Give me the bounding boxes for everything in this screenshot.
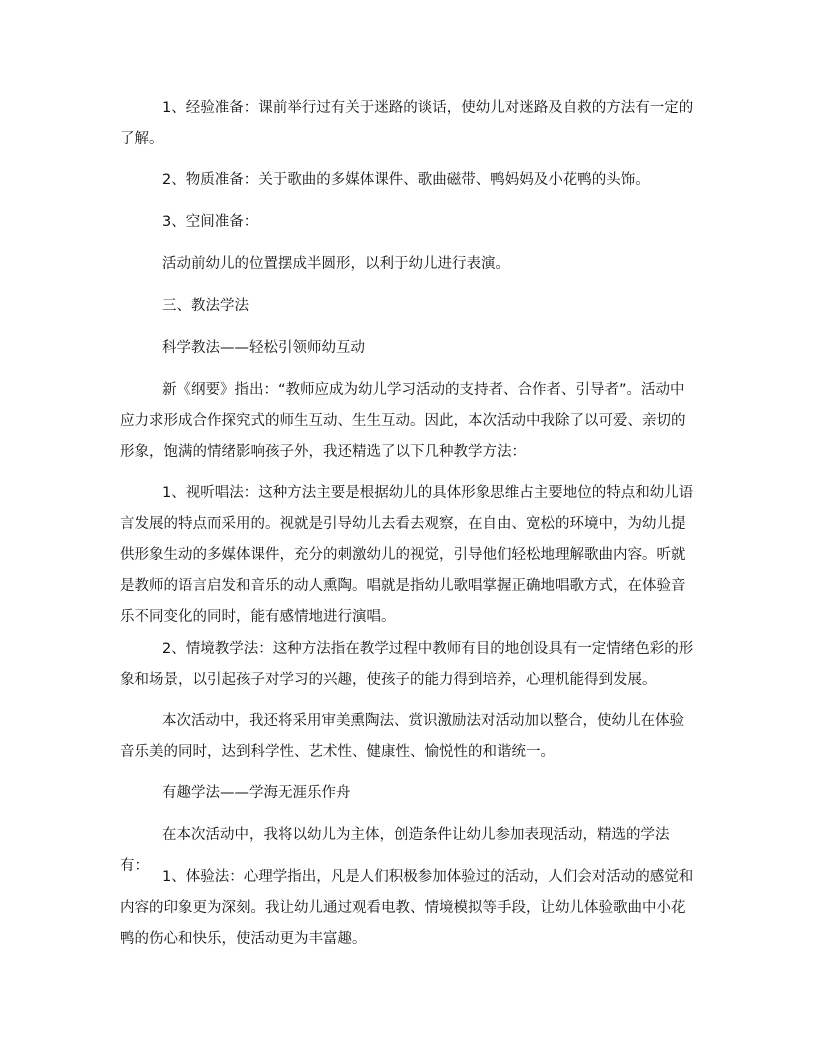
paragraph-experience-prep: 1、经验准备：课前举行过有关于迷路的谈话，使幼儿对迷路及自救的方法有一定的了解。	[120, 100, 694, 147]
paragraph-experience-method: 1、体验法：心理学指出，凡是人们积极参加体验过的活动，人们会对活动的感觉和内容的印象更为深刻。我让幼儿通过观看电教、情境模拟等手段，让幼儿体验歌曲中小花鸭的伤心和快乐，使活动更为丰富趣。	[120, 869, 694, 947]
paragraph-guidelines: 新《纲要》指出：“教师应成为幼儿学习活动的支持者、合作者、引导者”。活动中应力求形成合作探究式的师生互动、生生互动。因此，本次活动中我除了以可爱、亲切的形象，饱满的情绪影响孩子外，我还精选了以下几种教学方法：	[120, 382, 686, 460]
paragraph-seating: 活动前幼儿的位置摆成半圆形，以利于幼儿进行表演。	[162, 256, 510, 272]
paragraph-audiovisual-method: 1、视听唱法：这种方法主要是根据幼儿的具体形象思维占主要地位的特点和幼儿语言发展的特点而采用的。视就是引导幼儿去看去观察，在自由、宽松的环境中，为幼儿提供形象生动的多媒体课件，充分的刺激幼儿的视觉，引导他们轻松地理解歌曲内容。听就是教师的语言启发和音乐的动人熏陶。唱就是指幼儿歌唱掌握正确地唱歌方式，在体验音乐不同变化的同时，能有感情地进行演唱。	[120, 485, 694, 625]
subheading-learning-methods: 有趣学法——学海无涯乐作舟	[162, 785, 351, 801]
section-heading-methods: 三、教法学法	[162, 298, 249, 314]
paragraph-space-prep: 3、空间准备：	[162, 214, 259, 230]
paragraph-material-prep: 2、物质准备：关于歌曲的多媒体课件、歌曲磁带、鸭妈妈及小花鸭的头饰。	[162, 172, 650, 188]
paragraph-situational-method: 2、情境教学法：这种方法指在教学过程中教师有目的地创设具有一定情绪色彩的形象和场景，以引起孩子对学习的兴趣，使孩子的能力得到培养，心理机能得到发展。	[120, 641, 694, 688]
paragraph-integration: 本次活动中，我还将采用审美熏陶法、赏识激励法对活动加以整合，使幼儿在体验音乐美的同时，达到科学性、艺术性、健康性、愉悦性的和谐统一。	[120, 713, 684, 760]
subheading-teaching-methods: 科学教法——轻松引领师幼互动	[162, 340, 365, 356]
paragraph-learning-intro: 在本次活动中，我将以幼儿为主体，创造条件让幼儿参加表现活动，精选的学法有：	[120, 827, 670, 874]
